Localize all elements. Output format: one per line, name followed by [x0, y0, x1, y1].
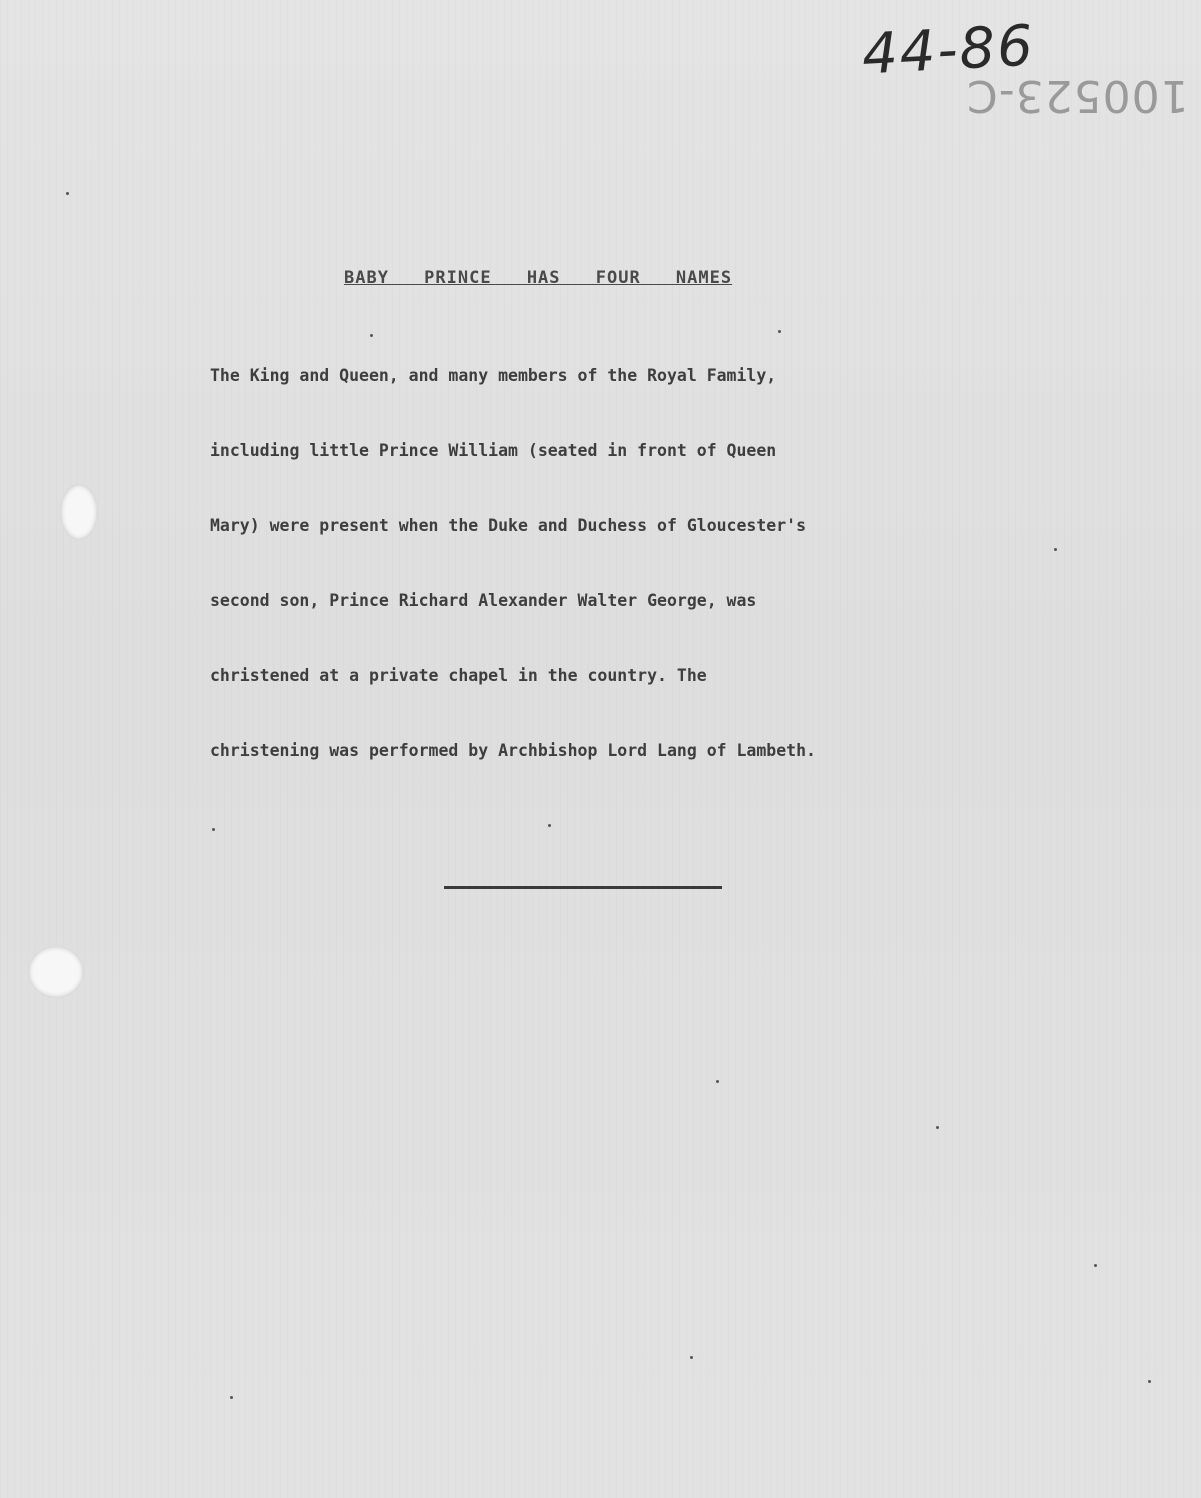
speck [716, 1080, 719, 1083]
article-body [210, 362, 990, 812]
body-line: including little Prince William (seated in front of Queen [210, 441, 777, 460]
speck [1148, 1380, 1151, 1383]
stamp-number: 100523-C [966, 70, 1189, 121]
body-line: Mary) were present when the Duke and Duchess of Gloucester's [210, 516, 807, 535]
handwritten-number: 44-86 [860, 13, 1037, 88]
speck [1094, 1264, 1097, 1267]
body-line: second son, Prince Richard Alexander Walter George, was [210, 591, 757, 610]
speck [1054, 548, 1057, 551]
speck [212, 828, 215, 831]
speck [230, 1396, 233, 1399]
punch-hole [60, 484, 98, 540]
body-line: christening was performed by Archbishop Lord Lang of Lambeth. [210, 741, 816, 760]
speck [690, 1356, 693, 1359]
headline: BABY PRINCE HAS FOUR NAMES [344, 268, 733, 288]
speck [936, 1126, 939, 1129]
body-line: The King and Queen, and many members of the Royal Family, [210, 366, 777, 385]
speck [548, 824, 551, 827]
punch-hole [28, 946, 84, 998]
speck [778, 330, 781, 333]
end-rule [444, 886, 722, 889]
body-line: christened at a private chapel in the country. The [210, 666, 707, 685]
speck [66, 192, 69, 195]
speck [370, 334, 373, 337]
